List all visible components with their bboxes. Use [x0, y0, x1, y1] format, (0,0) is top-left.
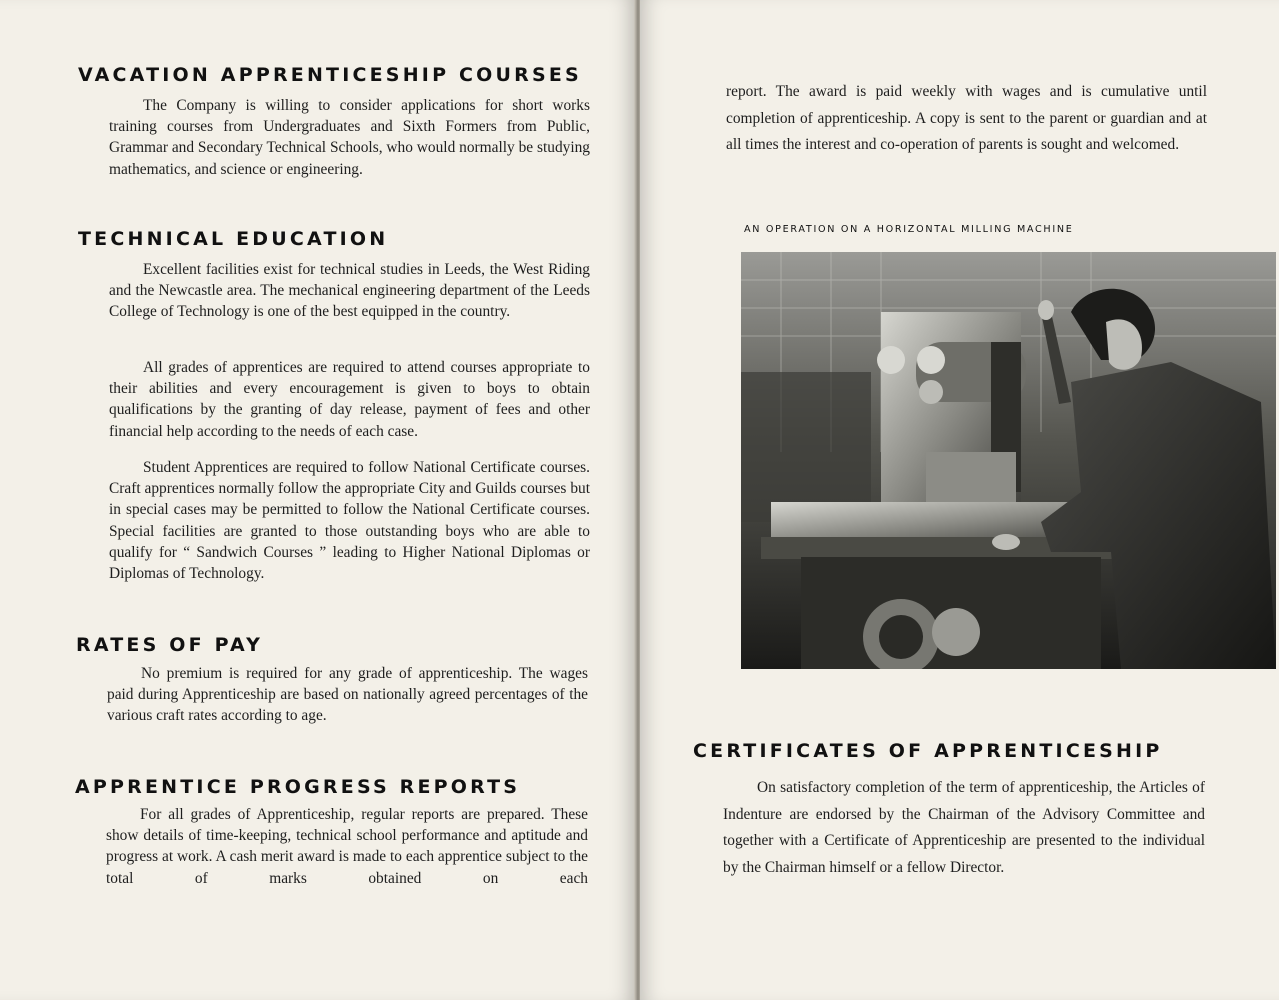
report-continued-body: report. The award is paid weekly with wages and is cumulative until completion of apprenticeship. A copy is sent to the parent or guardian and at all times the interest and co-operation of parents is sought and welcomed. [726, 83, 1207, 153]
certificates-body: On satisfactory completion of the term of apprenticeship, the Articles of Indenture are endorsed by the Chairman of the Advisory Committee and together with a Certificate of Apprenticeship are presented to the individual by the Chairman himself or a fellow Director. [723, 779, 1205, 876]
technical-heading: TECHNICAL EDUCATION [78, 228, 389, 250]
left-page [0, 0, 636, 1000]
milling-machine-photo [741, 252, 1276, 669]
progress-heading: APPRENTICE PROGRESS REPORTS [75, 776, 521, 798]
pay-heading: RATES OF PAY [76, 634, 264, 656]
photo-caption: AN OPERATION ON A HORIZONTAL MILLING MACHINE [744, 224, 1074, 235]
technical-para-3: Student Apprentices are required to follow National Certificate courses. Craft apprentices normally follow the appropriate City and Guilds courses but in special cases may be permitted to follow the National Certificate courses. Special facilities are granted to those outstanding boys who are able to qualify for “ Sandwich Courses ” leading to Higher National Diplomas or Diplomas of Technology. [109, 459, 590, 583]
certificates-heading: CERTIFICATES OF APPRENTICESHIP [693, 740, 1163, 762]
progress-body: For all grades of Apprenticeship, regular reports are prepared. These show details of time-keeping, technical school performance and aptitude and progress at work. A cash merit award is made to each apprentice subject to the total of marks obtained on each [106, 806, 588, 887]
vacation-body: The Company is willing to consider applications for short works training courses from Undergraduates and Sixth Formers from Public, Grammar and Secondary Technical Schools, who would normally be studying mathematics, and science or engineering. [109, 97, 590, 178]
technical-para-2: All grades of apprentices are required to attend courses appropriate to their abilities and every encouragement is given to boys to obtain qualifications by the granting of day release, payment of fees and other financial help according to the needs of each case. [109, 359, 590, 440]
technical-para-1: Excellent facilities exist for technical studies in Leeds, the West Riding and the Newcastle area. The mechanical engineering department of the Leeds College of Technology is one of the best equipped in the country. [109, 261, 590, 321]
vacation-heading: VACATION APPRENTICESHIP COURSES [78, 64, 582, 86]
pay-body: No premium is required for any grade of apprenticeship. The wages paid during Apprenticeship are based on nationally agreed percentages of the various craft rates according to age. [107, 665, 588, 725]
